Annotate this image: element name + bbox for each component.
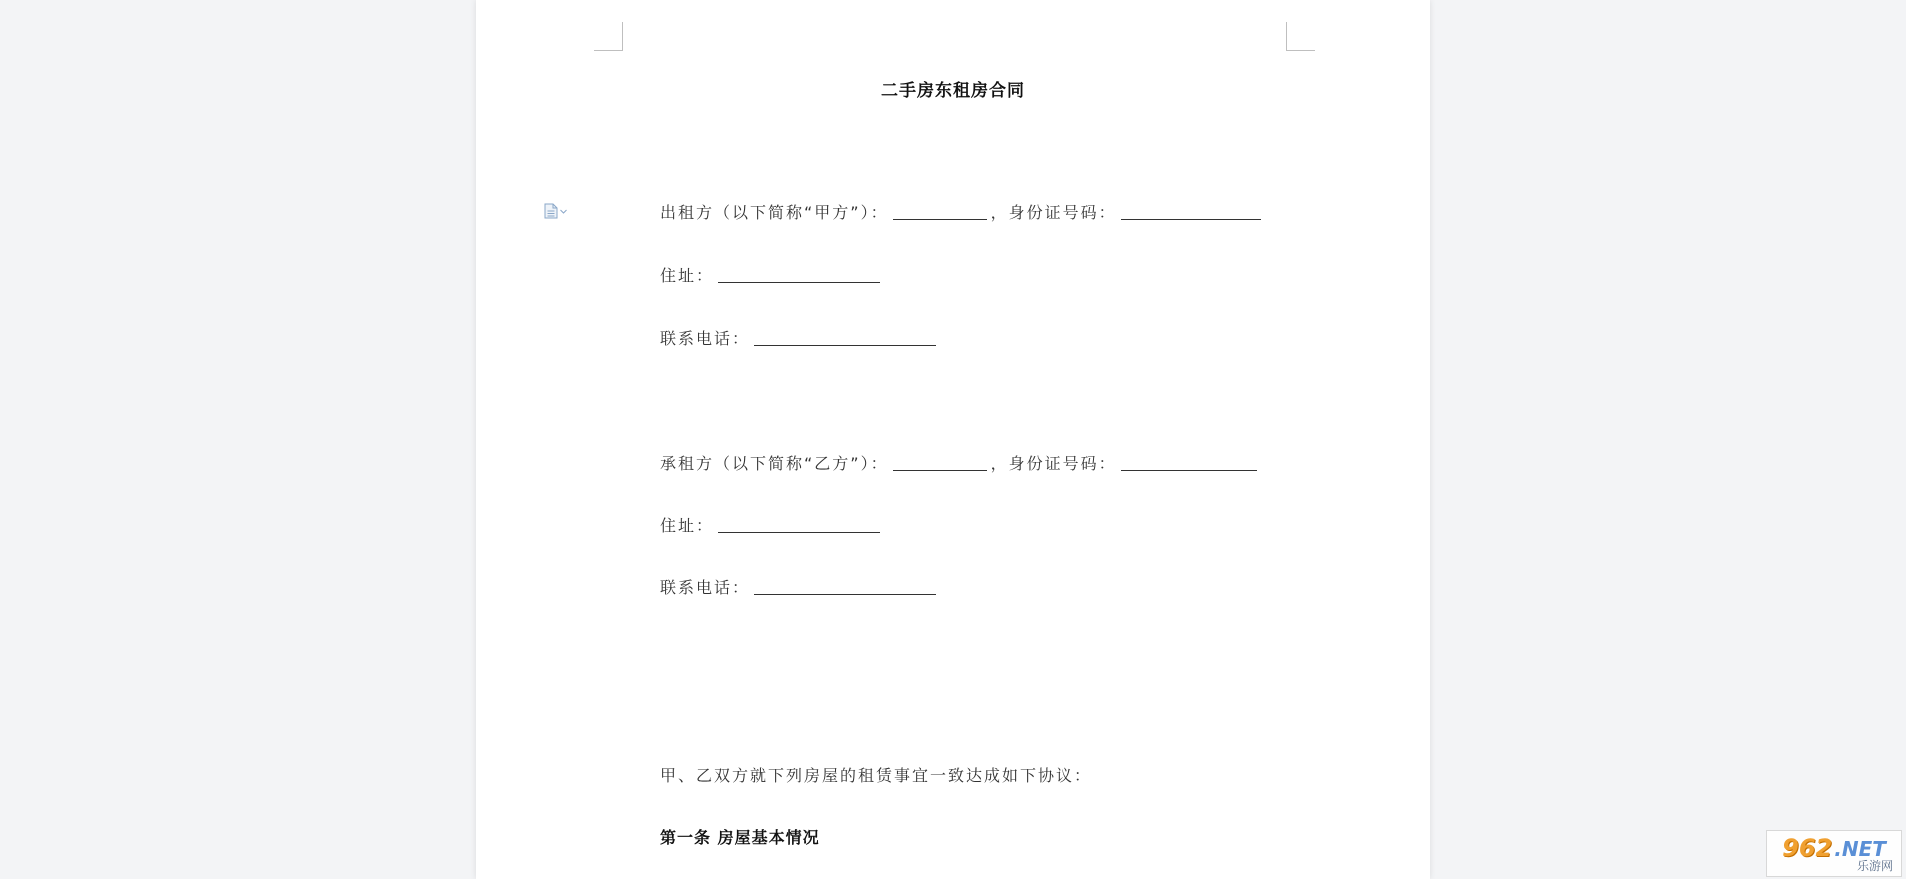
- tenant-address-blank: [718, 531, 880, 533]
- article-heading: [660, 825, 820, 848]
- landlord-party-line: [660, 200, 1265, 223]
- landlord-phone-line: [660, 326, 940, 349]
- tenant-id-label: ，身份证号码：: [990, 454, 1117, 473]
- watermark-suffix: .NET: [1834, 836, 1886, 861]
- agreement-intro: [660, 763, 1092, 786]
- article-heading-text: 第一条 房屋基本情况: [660, 828, 820, 847]
- tenant-phone-label: 联系电话：: [660, 578, 751, 597]
- margin-corner-top-left: [594, 22, 623, 51]
- paragraph-menu-handle[interactable]: [544, 203, 567, 219]
- tenant-phone-line: [660, 575, 940, 598]
- tenant-address-line: [660, 513, 884, 536]
- tenant-phone-blank: [754, 593, 936, 595]
- watermark-number: 962: [1782, 833, 1833, 862]
- tenant-address-label: 住址：: [660, 516, 715, 535]
- landlord-phone-blank: [754, 344, 936, 346]
- agreement-intro-text: 甲、乙双方就下列房屋的租赁事宜一致达成如下协议：: [660, 766, 1093, 785]
- landlord-address-line: [660, 263, 884, 286]
- landlord-name-blank: [893, 218, 987, 220]
- document-page-icon: [544, 203, 558, 219]
- watermark-logo: [1782, 833, 1886, 862]
- landlord-id-blank: [1121, 218, 1261, 220]
- landlord-address-label: 住址：: [660, 266, 715, 285]
- landlord-address-blank: [718, 281, 880, 283]
- margin-corner-top-right: [1286, 22, 1315, 51]
- document-page: [476, 0, 1430, 879]
- landlord-party-label: 出租方（以下简称“甲方”）：: [660, 203, 889, 222]
- landlord-id-label: ，身份证号码：: [990, 203, 1117, 222]
- tenant-id-blank: [1121, 469, 1257, 471]
- landlord-phone-label: 联系电话：: [660, 329, 751, 348]
- tenant-party-line: [660, 451, 1261, 474]
- site-watermark: [1766, 830, 1902, 877]
- watermark-subtitle: 乐游网: [1856, 858, 1893, 873]
- tenant-name-blank: [893, 469, 987, 471]
- caret-down-icon: [560, 209, 567, 214]
- document-title: 二手房东租房合同: [881, 81, 1025, 101]
- tenant-party-label: 承租方（以下简称“乙方”）：: [660, 454, 889, 473]
